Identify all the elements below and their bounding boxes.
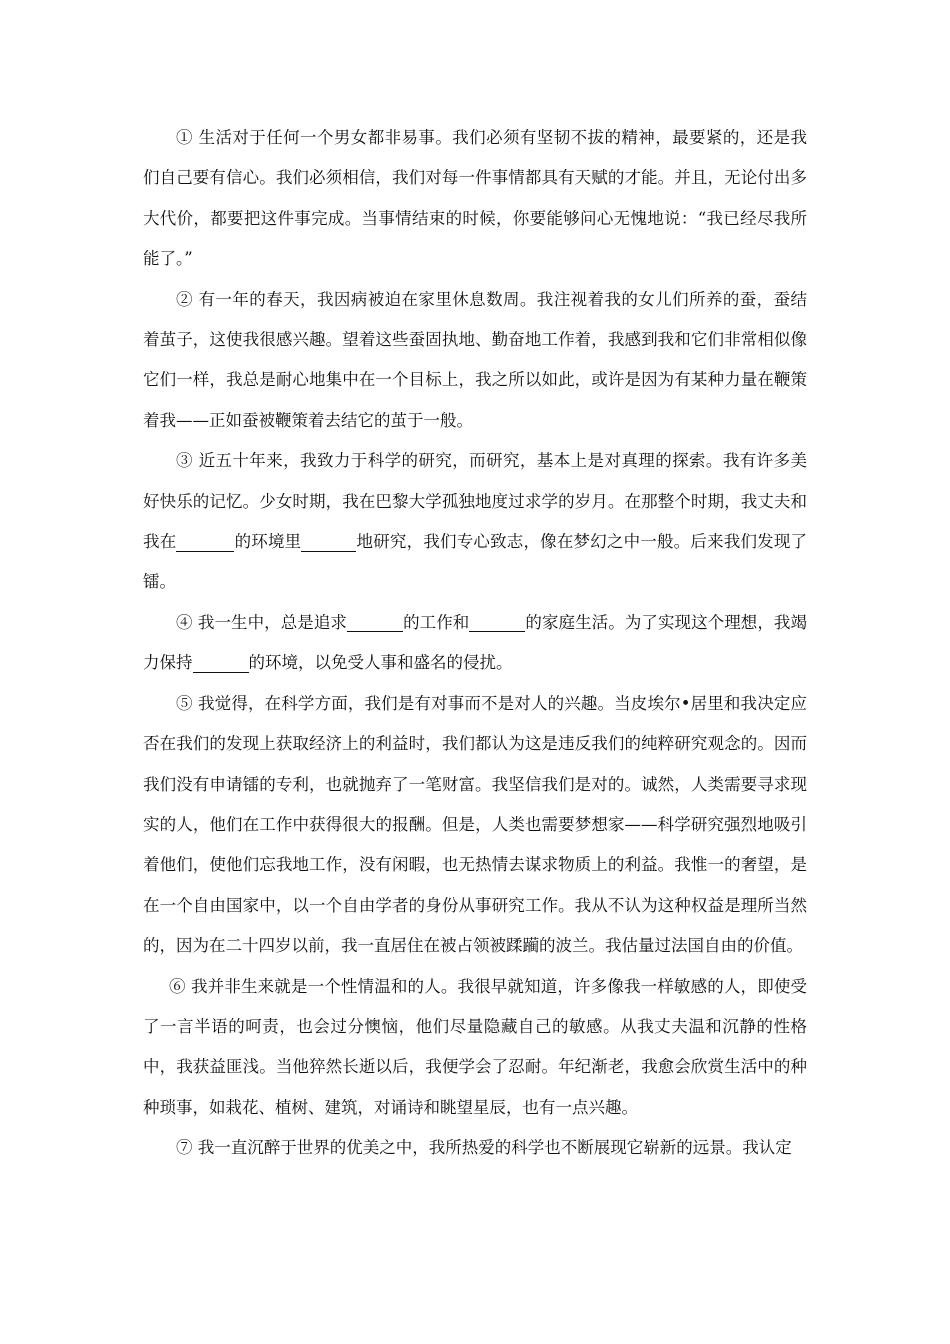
paragraph-3 (143, 441, 807, 603)
fill-blank-3 (347, 615, 403, 633)
paragraph-4-text-3: 的家庭生活。为了实现这个理想，我竭力保持 (143, 612, 808, 673)
document-body (143, 118, 807, 1169)
paragraph-4-text-1: ④ 我一生中，总是追求 (176, 612, 347, 632)
paragraph-4 (143, 603, 807, 684)
paragraph-2: ② 有一年的春天，我因病被迫在家里休息数周。我注视着我的女儿们所养的蚕，蚕结着茧子，这使我很感兴趣。望着这些蚕固执地、勤奋地工作着，我感到我和它们非常相似像它们一样，我总是耐心地集中在一个目标上，我之所以如此，或许是因为有某种力量在鞭策着我——正如蚕被鞭策着去结它的茧于一般。 (143, 289, 807, 430)
paragraph-1: ① 生活对于任何一个男女都非易事。我们必须有坚韧不拔的精神，最要紧的，还是我们自己要有信心。我们必须相信，我们对每一件事情都具有天赋的才能。并且，无论付出多大代价，都要把这件事完成。当事情结束的时候，你要能够问心无愧地说：“我已经尽我所能了。” (143, 128, 807, 269)
fill-blank-1 (176, 534, 234, 552)
paragraph-3-text-1: ③ 近五十年来，我致力于科学的研究，而研究，基本上是对真理的探索。我有许多美好快乐的记忆。少女时期，我在巴黎大学孤独地度过求学的岁月。在那整个时期，我丈夫和我在 (143, 451, 807, 552)
paragraph-3-text-3: 地研究，我们专心致志，像在梦幻之中一般。后来我们发现了镭。 (143, 532, 808, 592)
paragraph-5: ⑤ 我觉得，在科学方面，我们是有对事而不是对人的兴趣。当皮埃尔•居里和我决定应否在我们的发现上获取经济上的利益时，我们都认为这是违反我们的纯粹研究观念的。因而我们没有申请镭的专利，也就抛弃了一笔财富。我坚信我们是对的。诚然，人类需要寻求现实的人，他们在工作中获得很大的报酬。但是，人类也需要梦想家——科学研究强烈地吸引着他们，使他们忘我地工作，没有闲暇，也无热情去谋求物质上的利益。我惟一的奢望，是在一个自由国家中，以一个自由学者的身份从事研究工作。我从不认为这种权益是理所当然的，因为在二十四岁以前，我一直居住在被占领被蹂躏的波兰。我估量过法国自由的价值。 (143, 693, 807, 956)
paragraph-3-text-2: 的环境里 (234, 532, 302, 552)
paragraph-6: ⑥ 我并非生来就是一个性情温和的人。我很早就知道，许多像我一样敏感的人，即使受了一言半语的呵责，也会过分懊恼，他们尽量隐藏自己的敏感。从我丈夫温和沉静的性格中，我获益匪浅。当他猝然长逝以后，我便学会了忍耐。年纪渐老，我愈会欣赏生活中的种种琐事，如栽花、植树、建筑，对诵诗和眺望星辰，也有一点兴趣。 (143, 976, 807, 1117)
fill-blank-2 (301, 534, 356, 552)
fill-blank-4 (469, 615, 525, 633)
fill-blank-5 (193, 655, 249, 673)
paragraph-7: ⑦ 我一直沉醉于世界的优美之中，我所热爱的科学也不断展现它崭新的远景。我认定 (176, 1138, 792, 1158)
paragraph-4-text-4: 的环境，以免受人事和盛名的侵扰。 (248, 653, 513, 673)
paragraph-4-text-2: 的工作和 (403, 612, 470, 632)
